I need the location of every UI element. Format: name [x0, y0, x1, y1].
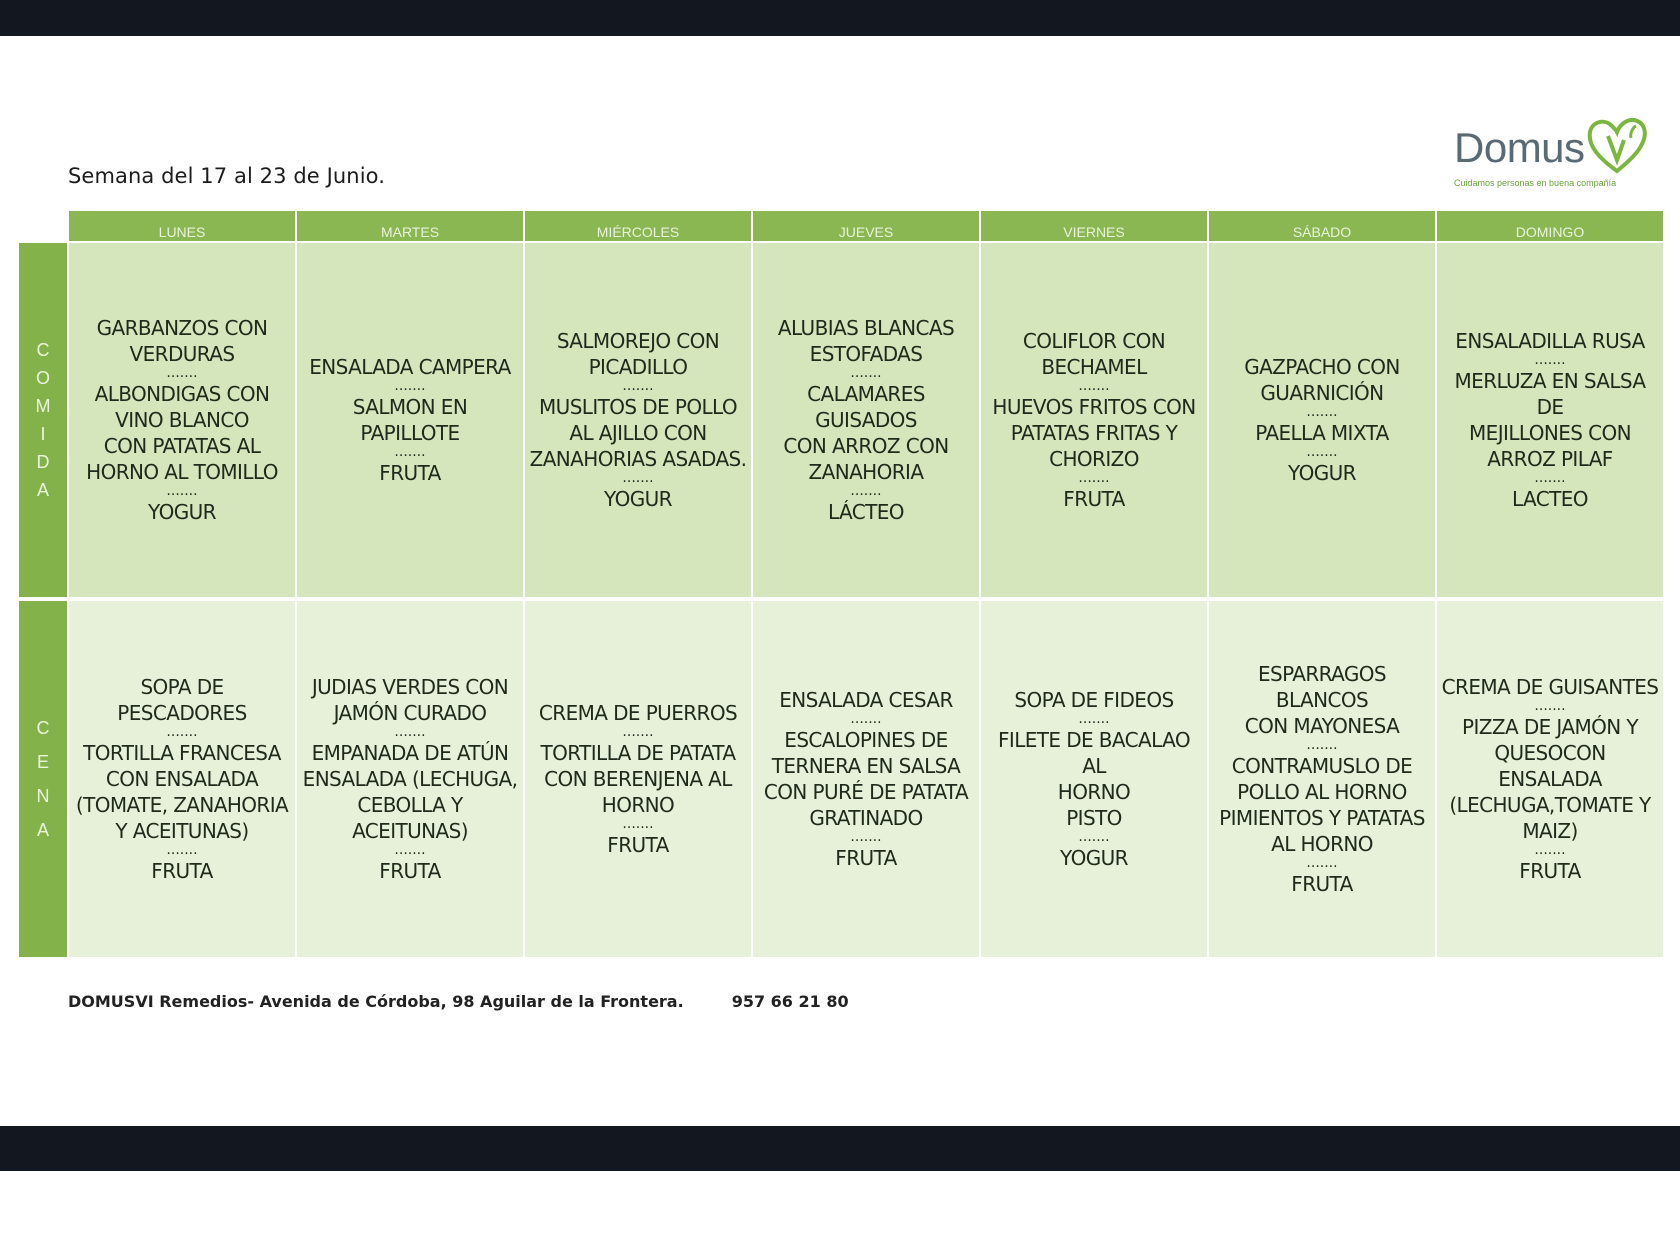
- row-letter: N: [36, 786, 50, 806]
- comida-cell: [69, 243, 295, 597]
- comida-cell: [525, 243, 751, 597]
- day-header: VIERNES: [981, 211, 1207, 241]
- dish-separator: .......: [1534, 352, 1566, 368]
- dish-text: FRUTA: [379, 461, 441, 485]
- dish-separator: .......: [1534, 470, 1566, 486]
- day-header: LUNES: [69, 211, 295, 241]
- dish-text: LACTEO: [1512, 487, 1588, 511]
- dish-text: FILETE DE BACALAO AL HORNO PISTO: [998, 728, 1190, 830]
- comida-cell: [981, 243, 1207, 597]
- logo-wordmark: Domus: [1454, 124, 1585, 171]
- row-letter: A: [36, 480, 49, 500]
- dish-text: ENSALADILLA RUSA: [1455, 329, 1645, 353]
- dish-text: ENSALADA CAMPERA: [309, 355, 511, 379]
- logo-tagline: Cuidamos personas en buena compañía: [1454, 178, 1617, 188]
- heart-logo-icon: [1586, 116, 1648, 174]
- dish-text: MERLUZA EN SALSA DE MEJILLONES CON ARROZ PILAF: [1454, 369, 1646, 471]
- row-letter: I: [40, 424, 46, 444]
- dish-text: GAZPACHO CON GUARNICIÓN: [1244, 355, 1400, 405]
- bottom-dark-bar: [0, 1126, 1680, 1171]
- dish-text: FRUTA: [835, 846, 897, 870]
- dish-text: ALUBIAS BLANCAS ESTOFADAS: [777, 316, 955, 366]
- dish-separator: .......: [1306, 444, 1338, 460]
- dish-text: YOGUR: [1288, 461, 1356, 485]
- row-letter: D: [36, 452, 50, 472]
- footer-phone: 957 66 21 80: [731, 992, 849, 1011]
- dish-text: CREMA DE PUERROS: [538, 701, 738, 725]
- dish-separator: .......: [1078, 711, 1110, 727]
- comida-cell: [1437, 243, 1663, 597]
- top-dark-bar: [0, 0, 1680, 36]
- dish-separator: .......: [850, 711, 882, 727]
- cena-cell: [1209, 601, 1435, 957]
- dish-text: SALMON EN PAPILLOTE: [352, 395, 468, 445]
- dish-text: CREMA DE GUISANTES: [1441, 675, 1659, 699]
- cena-cell: [981, 601, 1207, 957]
- dish-separator: .......: [1534, 698, 1566, 714]
- dish-text: COLIFLOR CON BECHAMEL: [1022, 329, 1166, 379]
- dish-text: FRUTA: [379, 859, 441, 883]
- dish-text: LÁCTEO: [828, 500, 904, 524]
- dish-separator: .......: [1078, 470, 1110, 486]
- row-letter: E: [36, 752, 49, 772]
- dish-separator: .......: [1306, 737, 1338, 753]
- row-label-comida: [19, 243, 67, 597]
- dish-text: SALMOREJO CON PICADILLO: [556, 329, 720, 379]
- dish-text: FRUTA: [151, 859, 213, 883]
- dish-separator: .......: [850, 365, 882, 381]
- row-letter: M: [35, 396, 51, 416]
- dish-text: YOGUR: [1060, 846, 1128, 870]
- dish-text: CONTRAMUSLO DE POLLO AL HORNO PIMIENTOS Y PATATAS AL HORNO: [1219, 754, 1425, 856]
- cena-cell: [69, 601, 295, 957]
- dish-text: MUSLITOS DE POLLO AL AJILLO CON ZANAHORIAS ASADAS.: [529, 395, 747, 471]
- dish-separator: .......: [166, 842, 198, 858]
- dish-separator: .......: [622, 470, 654, 486]
- row-letter: C: [36, 718, 50, 738]
- dish-separator: .......: [394, 444, 426, 460]
- comida-cell: [297, 243, 523, 597]
- dish-text: YOGUR: [148, 500, 216, 524]
- dish-text: EMPANADA DE ATÚN ENSALADA (LECHUGA, CEBOLLA Y ACEITUNAS): [302, 741, 518, 843]
- footer: [68, 992, 849, 1011]
- week-title: Semana del 17 al 23 de Junio.: [68, 164, 385, 188]
- dish-separator: .......: [394, 842, 426, 858]
- day-header: DOMINGO: [1437, 211, 1663, 241]
- dish-separator: .......: [1534, 842, 1566, 858]
- dish-text: YOGUR: [604, 487, 672, 511]
- row-letter: O: [35, 368, 50, 388]
- row-label-cena: [19, 601, 67, 957]
- dish-separator: .......: [1306, 855, 1338, 871]
- dish-text: SOPA DE PESCADORES: [117, 675, 247, 725]
- cena-cell: [1437, 601, 1663, 957]
- dish-separator: .......: [394, 724, 426, 740]
- dish-separator: .......: [1078, 378, 1110, 394]
- dish-separator: .......: [166, 483, 198, 499]
- row-letter: C: [36, 340, 50, 360]
- dish-text: ESPARRAGOS BLANCOS CON MAYONESA: [1244, 662, 1400, 738]
- dish-separator: .......: [166, 365, 198, 381]
- dish-text: SOPA DE FIDEOS: [1014, 688, 1174, 712]
- dish-separator: .......: [622, 724, 654, 740]
- dish-text: ENSALADA CESAR: [779, 688, 953, 712]
- dish-separator: .......: [394, 378, 426, 394]
- footer-address: DOMUSVI Remedios- Avenida de Córdoba, 98 Aguilar de la Frontera.: [68, 992, 684, 1011]
- dish-text: GARBANZOS CON VERDURAS: [96, 316, 268, 366]
- dish-text: FRUTA: [1519, 859, 1581, 883]
- dish-separator: .......: [850, 829, 882, 845]
- dish-separator: .......: [622, 816, 654, 832]
- dish-text: PAELLA MIXTA: [1255, 421, 1389, 445]
- dish-text: TORTILLA FRANCESA CON ENSALADA (TOMATE, ZANAHORIA Y ACEITUNAS): [75, 741, 289, 843]
- dish-text: FRUTA: [1063, 487, 1125, 511]
- dish-text: CALAMARES GUISADOS CON ARROZ CON ZANAHORIA: [783, 382, 949, 484]
- dish-separator: .......: [1306, 404, 1338, 420]
- comida-cell: [1209, 243, 1435, 597]
- day-header: MIÉRCOLES: [525, 211, 751, 241]
- dish-text: HUEVOS FRITOS CON PATATAS FRITAS Y CHORIZO: [992, 395, 1196, 471]
- dish-text: PIZZA DE JAMÓN Y QUESOCON ENSALADA (LECHUGA,TOMATE Y MAIZ): [1449, 715, 1651, 843]
- cena-cell: [525, 601, 751, 957]
- dish-text: ALBONDIGAS CON VINO BLANCO CON PATATAS AL HORNO AL TOMILLO: [86, 382, 278, 484]
- dish-separator: .......: [166, 724, 198, 740]
- row-letter: A: [36, 820, 49, 840]
- dish-separator: .......: [1078, 829, 1110, 845]
- dish-separator: .......: [622, 378, 654, 394]
- dish-text: FRUTA: [1291, 872, 1353, 896]
- dish-separator: .......: [850, 483, 882, 499]
- cena-cell: [753, 601, 979, 957]
- dish-text: JUDIAS VERDES CON JAMÓN CURADO: [311, 675, 509, 725]
- dish-text: TORTILLA DE PATATA CON BERENJENA AL HORNO: [540, 741, 736, 817]
- day-header: SÁBADO: [1209, 211, 1435, 241]
- domusvi-logo: [1450, 112, 1650, 194]
- dish-text: ESCALOPINES DE TERNERA EN SALSA CON PURÉ DE PATATA GRATINADO: [763, 728, 969, 830]
- dish-text: FRUTA: [607, 833, 669, 857]
- comida-cell: [753, 243, 979, 597]
- cena-cell: [297, 601, 523, 957]
- day-header: JUEVES: [753, 211, 979, 241]
- day-header: MARTES: [297, 211, 523, 241]
